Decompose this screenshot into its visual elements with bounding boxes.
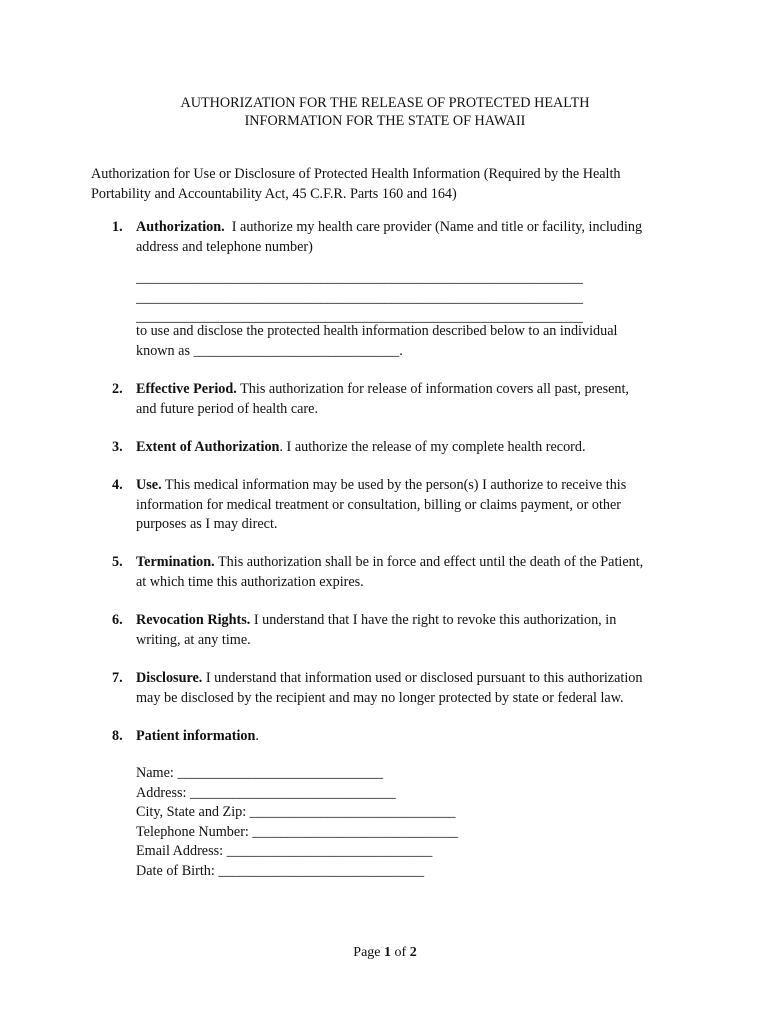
section-text: I authorize my health care provider (Name and title or facility, including [224,219,643,235]
section-text: at which time this authorization expires. [136,573,364,590]
section-text: This authorization shall be in force and effect until the death of the Patient, [214,554,644,570]
section-number: 8. [112,728,123,744]
section-number: 1. [112,219,123,235]
section-authorization [112,218,702,361]
provider-blank-line-3[interactable]: _______________________________________________________________ [136,309,583,326]
page-word: Page [353,945,385,960]
section-text: . [255,728,259,744]
patient-email-field[interactable]: Email Address: _____________________________ [136,843,433,859]
section-text: This authorization for release of information covers all past, present, [236,381,629,397]
section-heading: Effective Period. [136,381,237,397]
of-word: of [391,945,410,960]
section-heading: Disclosure. [136,670,203,686]
patient-address-field[interactable]: Address: _____________________________ [136,784,396,801]
recipient-blank-line[interactable]: known as _____________________________. [136,342,403,359]
section-number: 2. [112,381,123,397]
provider-blank-line-2[interactable]: _______________________________________________________________ [136,289,583,306]
patient-dob-field[interactable]: Date of Birth: _____________________________ [136,862,425,879]
page-number-footer [0,943,770,963]
section-text: This medical information may be used by the person(s) I authorize to receive this [161,477,627,493]
title-line-2: INFORMATION FOR THE STATE OF HAWAII [244,113,526,129]
section-number: 5. [112,554,123,570]
section-number: 4. [112,477,123,493]
section-text: I understand that information used or disclosed pursuant to this authorization [202,670,643,686]
document-title [0,94,770,130]
section-heading: Authorization. [136,219,225,235]
title-line-1: AUTHORIZATION FOR THE RELEASE OF PROTECTED HEALTH [180,95,590,111]
section-heading: Patient information [136,728,256,744]
section-text: address and telephone number) [136,238,313,255]
provider-blank-line-1[interactable]: _______________________________________________________________ [136,270,583,287]
patient-city-state-zip-field[interactable]: City, State and Zip: _____________________________ [136,804,456,820]
section-use [112,476,702,535]
section-text: I understand that I have the right to revoke this authorization, in [250,612,617,628]
section-heading: Extent of Authorization [136,439,280,455]
section-text: purposes as I may direct. [136,516,278,533]
section-text: and future period of health care. [136,400,318,417]
intro-line-1: Authorization for Use or Disclosure of Protected Health Information (Required by the Health [91,166,621,182]
section-heading: Termination. [136,554,215,570]
section-text: . I authorize the release of my complete health record. [279,439,586,455]
section-text: to use and disclose the protected health information described below to an individual [136,322,618,339]
section-revocation-rights [112,611,702,650]
intro-paragraph [91,165,691,204]
section-text: writing, at any time. [136,631,251,648]
total-page-number: 2 [409,945,417,960]
intro-line-2: Portability and Accountability Act, 45 C.F.R. Parts 160 and 164) [91,185,457,202]
section-effective-period [112,380,702,419]
section-heading: Use. [136,477,162,493]
patient-name-field[interactable]: Name: _____________________________ [136,765,384,781]
patient-info-fields [136,764,636,881]
current-page-number: 1 [384,945,392,960]
section-number: 6. [112,612,123,628]
section-text: may be disclosed by the recipient and may no longer protected by state or federal law. [136,689,624,706]
section-number: 3. [112,439,123,455]
section-text: information for medical treatment or consultation, billing or claims payment, or other [136,496,622,513]
section-patient-information [112,727,702,747]
section-number: 7. [112,670,123,686]
patient-telephone-field[interactable]: Telephone Number: _____________________________ [136,823,459,840]
section-disclosure [112,669,702,708]
section-termination [112,553,702,592]
section-heading: Revocation Rights. [136,612,251,628]
section-extent [112,438,702,458]
